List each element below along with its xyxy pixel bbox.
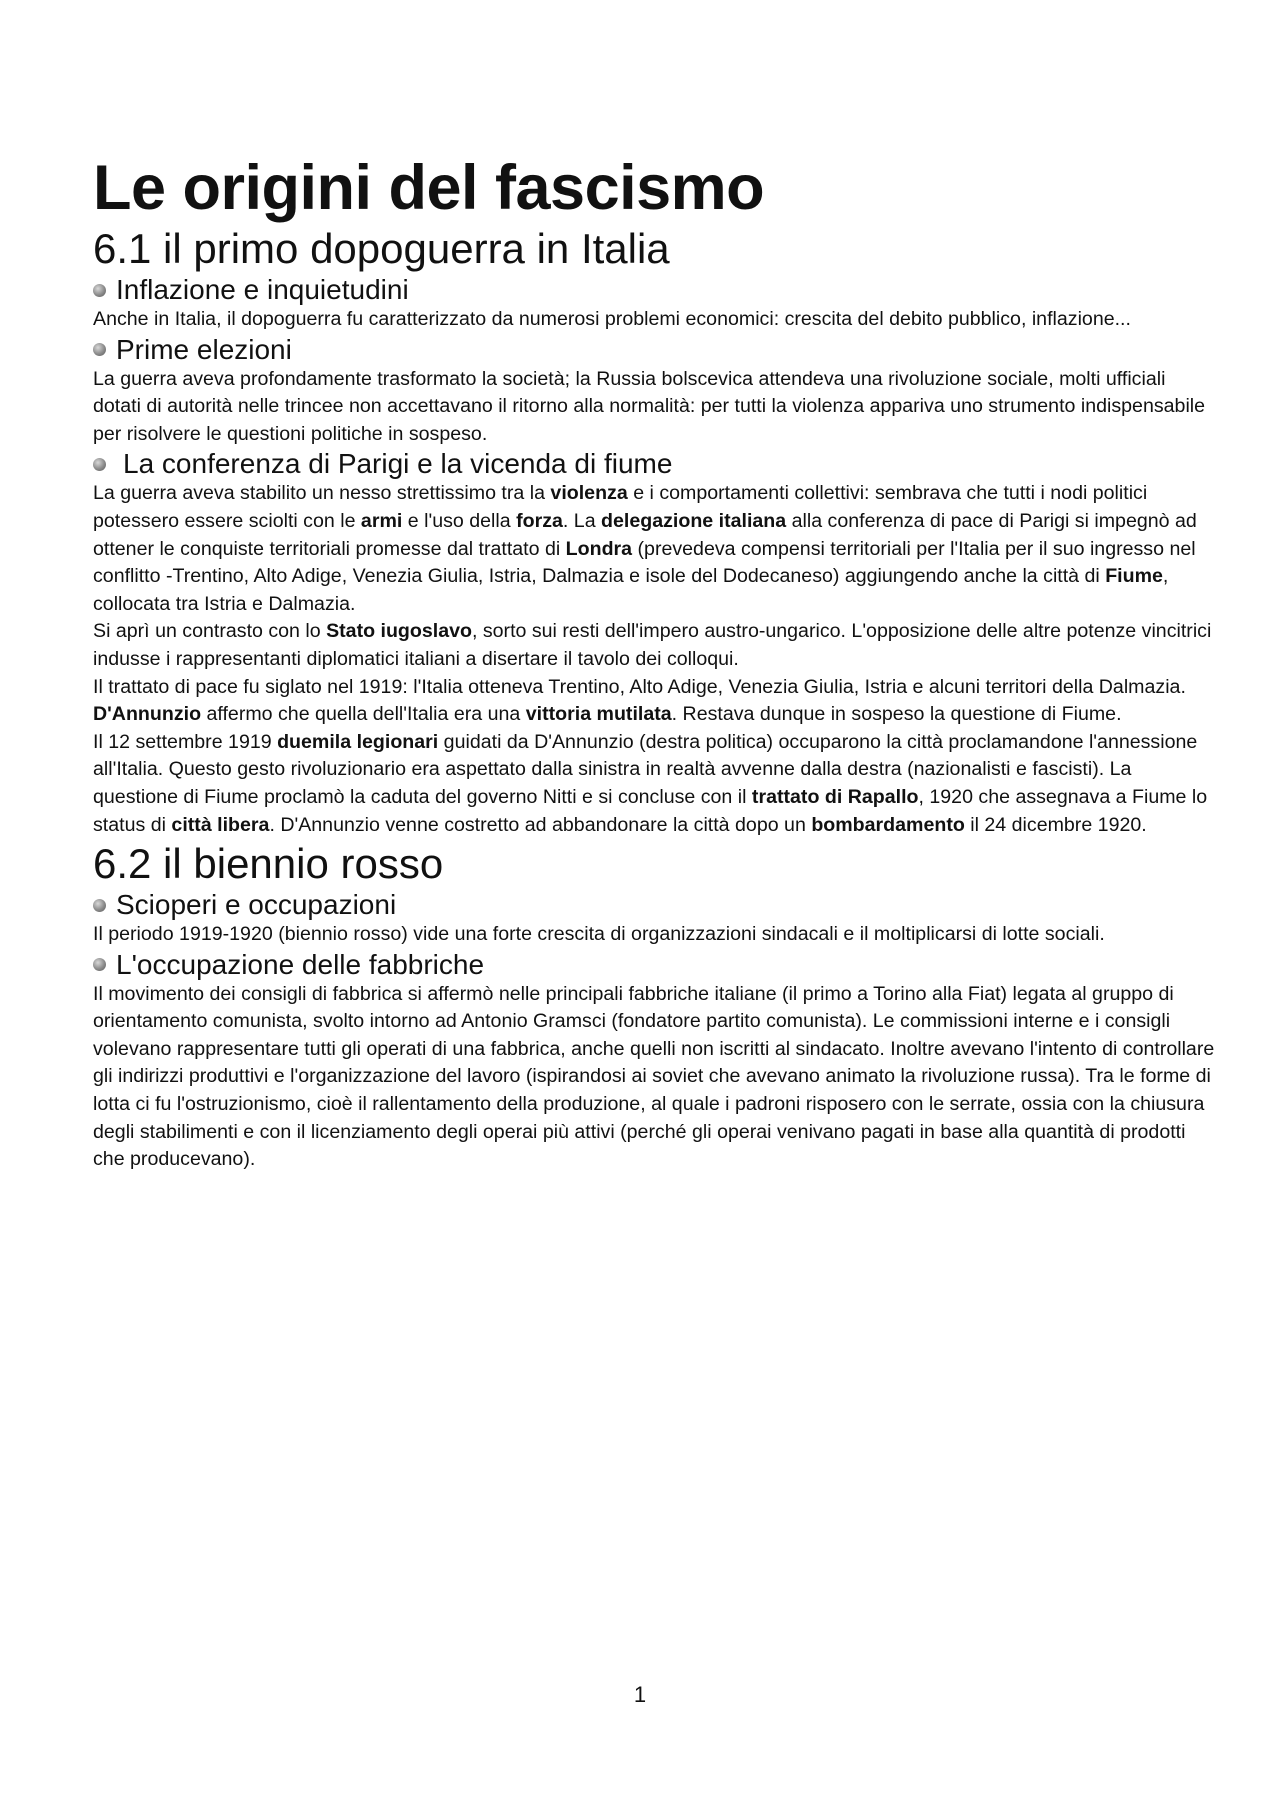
paragraph-prime-elezioni: La guerra aveva profondamente trasformato la società; la Russia bolscevica attendeva una rivoluzione sociale, molti ufficiali dotati di autorità nelle trincee non accettavano il ritorno alla normalità: per tutti la violenza appariva uno strumento indispensabile per risolvere le questioni politiche in sospeso. [93, 367, 1206, 445]
document-page [93, 152, 1218, 1174]
subsection-prime-elezioni [93, 334, 1218, 366]
paragraph-conferenza-3: Il trattato di pace fu siglato nel 1919: l'Italia otteneva Trentino, Alto Adige, Venezia Giulia, Istria e alcuni territori della Dalmazia. D'Annunzio affermo che quella dell'Italia era una vittoria mutilata. Restava dunque in sospeso la questione di Fiume. [93, 675, 1186, 726]
subsection-title: Scioperi e occupazioni [116, 889, 397, 921]
paragraph-conferenza-2: Si aprì un contrasto con lo Stato iugoslavo, sorto sui resti dell'impero austro-ungarico. L'opposizione delle altre potenze vincitrici indusse i rappresentanti diplomatici italiani a disertare il tavolo dei colloqui. [93, 620, 1212, 670]
bullet-icon [93, 958, 106, 971]
subsection-title: Inflazione e inquietudini [116, 274, 409, 305]
bullet-icon [93, 458, 106, 471]
subsection-title: L'occupazione delle fabbriche [116, 948, 485, 980]
subsection-occupazione-fabbriche [93, 949, 1218, 981]
paragraph-inflazione: Anche in Italia, il dopoguerra fu caratterizzato da numerosi problemi economici: crescita del debito pubblico, inflazione... [93, 308, 1131, 330]
bullet-icon [93, 284, 106, 297]
subsection-inflazione [93, 274, 1218, 306]
paragraph-conferenza-1: La guerra aveva stabilito un nesso strettissimo tra la violenza e i comportamenti collettivi: sembrava che tutti i nodi politici potessero essere sciolti con le armi e l'uso della forza. La delegazione italiana alla conferenza di pace di Parigi si impegnò ad ottener le conquiste territoriali promesse dal trattato di Londra (prevedeva compensi territoriali per l'Italia per il suo ingresso nel conflitto -Trentino, Alto Adige, Venezia Giulia, Istria, Dalmazia e isole del Dodecaneso) aggiungendo anche la città di Fiume, collocata tra Istria e Dalmazia. [93, 482, 1197, 615]
subsection-conferenza-parigi [93, 448, 1218, 480]
subsection-title: La conferenza di Parigi e la vicenda di fiume [123, 448, 673, 480]
paragraph-conferenza-4: Il 12 settembre 1919 duemila legionari guidati da D'Annunzio (destra politica) occuparono la città proclamandone l'annessione all'Italia. Questo gesto rivoluzionario era aspettato dalla sinistra in realtà avvenne dalla destra (nazionalisti e fascisti). La questione di Fiume proclamò la caduta del governo Nitti e si concluse con il trattato di Rapallo, 1920 che assegnava a Fiume lo status di città libera. D'Annunzio venne costretto ad abbandonare la città dopo un bombardamento il 24 dicembre 1920. [93, 730, 1208, 836]
bullet-icon [93, 343, 106, 356]
section-heading-6-1: 6.1 il primo dopoguerra in Italia [93, 225, 670, 272]
section-heading-6-2: 6.2 il biennio rosso [93, 840, 444, 888]
paragraph-occupazione-fabbriche: Il movimento dei consigli di fabbrica si affermò nelle principali fabbriche italiane (il primo a Torino alla Fiat) legata al gruppo di orientamento comunista, svolto intorno ad Antonio Gramsci (fondatore partito comunista). Le commissioni interne e i consigli volevano rappresentare tutti gli operati di una fabbrica, anche quelli non iscritti al sindacato. Inoltre avevano l'intento di controllare gli indirizzi produttivi e l'organizzazione del lavoro (ispirandosi ai soviet che avevano animato la rivoluzione russa). Tra le forme di lotta ci fu l'ostruzionismo, cioè il rallentamento della produzione, al quale i padroni risposero con le serrate, ossia con la chiusura degli stabilimenti e con il licenziamento degli operai più attivi (perché gli operai venivano pagati in base alla quantità di prodotti che producevano). [93, 982, 1215, 1171]
document-title: Le origini del fascismo [93, 153, 765, 223]
bullet-icon [93, 899, 106, 912]
paragraph-scioperi: Il periodo 1919-1920 (biennio rosso) vide una forte crescita di organizzazioni sindacali e il moltiplicarsi di lotte sociali. [93, 923, 1105, 946]
subsection-scioperi [93, 889, 1218, 921]
subsection-title: Prime elezioni [116, 333, 292, 365]
page-number: 1 [633, 1682, 647, 1707]
